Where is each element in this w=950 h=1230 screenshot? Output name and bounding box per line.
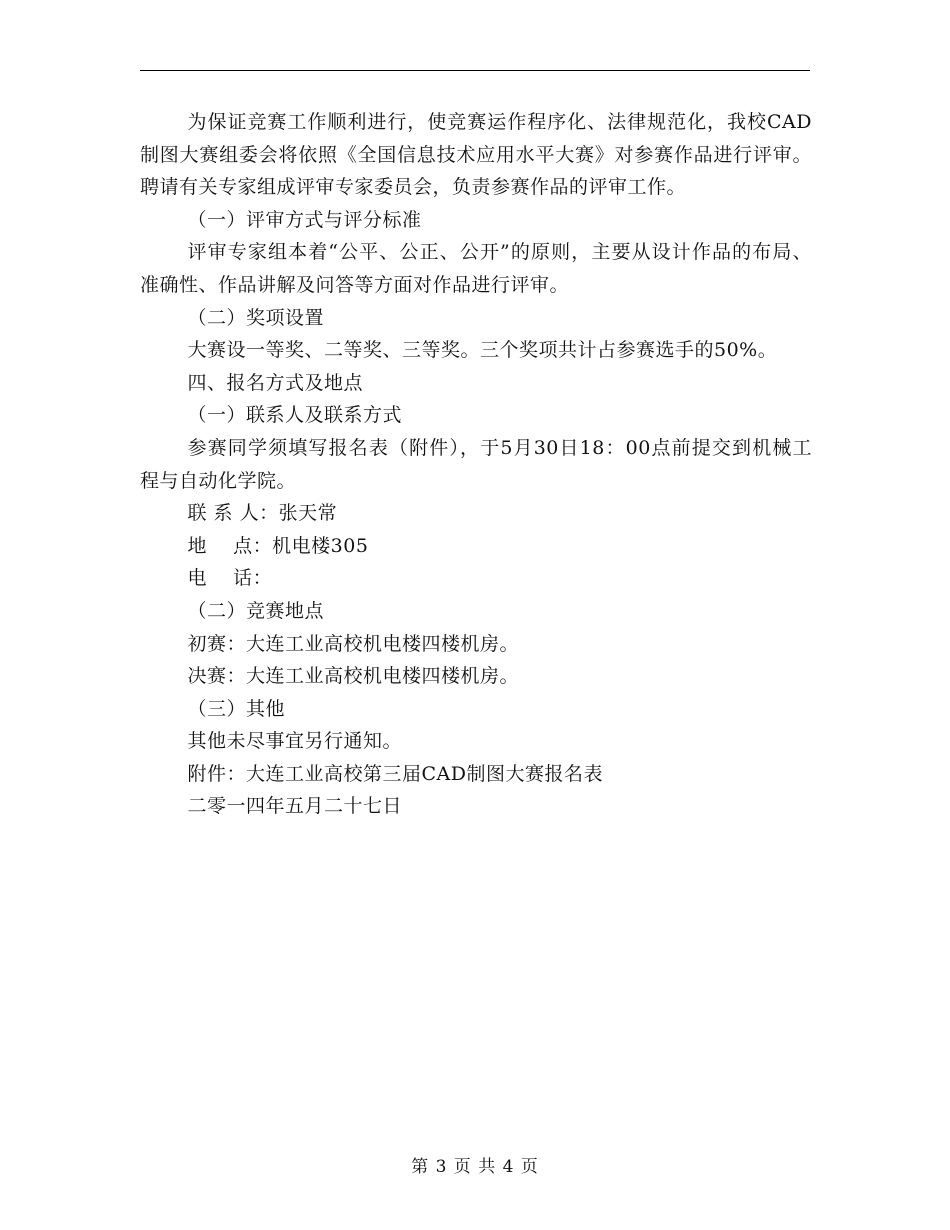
section-heading-registration: 四、报名方式及地点 [187,371,364,394]
section-heading-review-method: （一）评审方式与评分标准 [187,208,422,231]
section-heading-venue: （二）竞赛地点 [187,599,325,622]
attachment-line: 附件：大连工业高校第三届CAD制图大赛报名表 [187,762,603,785]
paragraph-other-notice: 其他未尽事宜另行通知。 [187,730,403,753]
section-heading-contact: （一）联系人及联系方式 [187,404,403,427]
venue-preliminary: 初赛：大连工业高校机电楼四楼机房。 [187,632,520,655]
paragraph-review-criteria: 评审专家组本着“公平、公正、公开”的原则，主要从设计作品的布局、准确性、作品讲解及问答等方面对作品进行评审。 [140,241,812,296]
contact-phone: 电 话： [187,567,273,590]
contact-person: 联 系 人：张天常 [187,502,338,525]
venue-final: 决赛：大连工业高校机电楼四楼机房。 [187,665,520,688]
page-number: 第 3 页 共 4 页 [411,1157,539,1177]
section-heading-awards: （二）奖项设置 [187,306,325,329]
paragraph-awards: 大赛设一等奖、二等奖、三等奖。三个奖项共计占参赛选手的50%。 [187,339,778,362]
paragraph-intro: 为保证竞赛工作顺利进行，使竞赛运作程序化、法律规范化，我校CAD制图大赛组委会将依照《全国信息技术应用水平大赛》对参赛作品进行评审。聘请有关专家组成评审专家委员会，负责参赛作品的评审工作。 [140,111,812,199]
header-rule [140,70,810,71]
contact-location: 地 点：机电楼305 [187,534,369,557]
paragraph-registration-deadline: 参赛同学须填写报名表（附件），于5月30日18：00点前提交到机械工程与自动化学院。 [140,436,812,492]
document-date: 二零一四年五月二十七日 [187,795,403,818]
document-body [140,106,812,823]
section-heading-other: （三）其他 [187,697,286,720]
